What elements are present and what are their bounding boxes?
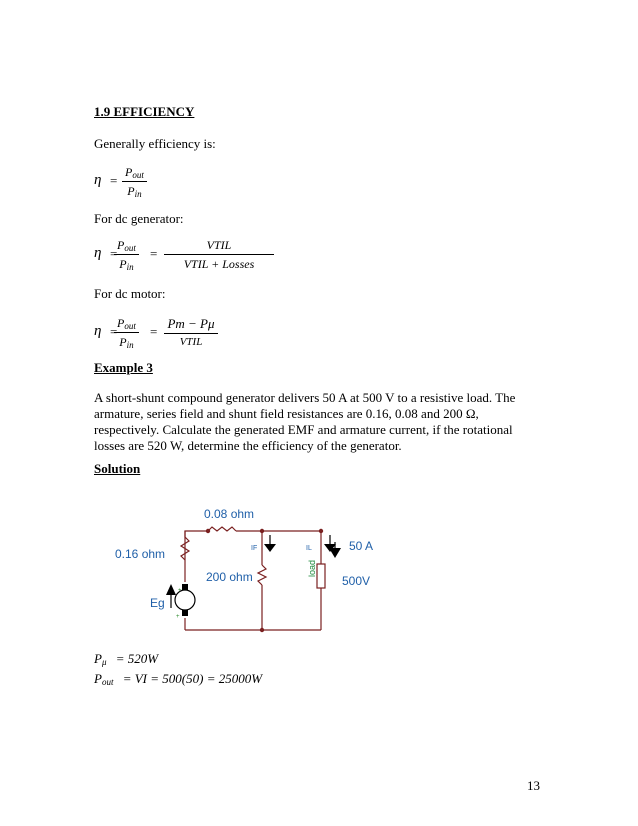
intro-generator: For dc generator: xyxy=(94,211,184,226)
numerator-p: P xyxy=(125,165,133,179)
eta-symbol: η xyxy=(94,172,102,188)
armature-resistance-label: 0.16 ohm xyxy=(115,547,166,561)
load-label: load xyxy=(307,559,317,577)
intro-motor: For dc motor: xyxy=(94,286,166,301)
equation-1 xyxy=(94,165,174,201)
load-current-label: 50 A xyxy=(349,539,374,553)
denominator-p: P xyxy=(119,257,127,271)
denominator-sub: in xyxy=(126,340,134,350)
equals-sign-2: = xyxy=(150,246,158,261)
equation-3 xyxy=(94,316,294,352)
equation-2 xyxy=(94,238,294,274)
generated-emf-label: Eg xyxy=(150,596,165,610)
load-voltage-label: 500V xyxy=(342,574,371,588)
eta-symbol: η xyxy=(94,245,102,261)
p-out-sub: out xyxy=(101,677,114,687)
equals-sign-2: = xyxy=(150,324,158,339)
svg-text:+: + xyxy=(176,614,180,620)
equals-sign: = xyxy=(110,324,118,339)
line-current-label: IL xyxy=(306,545,312,552)
circuit-wires xyxy=(181,527,325,630)
fraction xyxy=(122,165,147,199)
load-resistor xyxy=(317,564,325,588)
eta-symbol: η xyxy=(94,323,102,339)
numerator-sub: out xyxy=(124,243,136,253)
p-out-value: = VI = 500(50) = 25000W xyxy=(122,671,263,686)
fraction-pm xyxy=(164,316,218,348)
numerator-p: P xyxy=(117,316,125,330)
numerator-p: P xyxy=(117,238,125,252)
result-line-1 xyxy=(94,651,158,667)
fraction-p xyxy=(114,316,139,350)
series-resistor xyxy=(208,527,236,531)
section-heading: 1.9 EFFICIENCY xyxy=(94,104,195,119)
numerator-pm: Pm − Pμ xyxy=(164,316,218,334)
page-number: 13 xyxy=(527,778,540,793)
fraction-p xyxy=(114,238,139,272)
field-current-label: IF xyxy=(251,545,258,552)
shunt-resistance-label: 200 ohm xyxy=(206,570,253,584)
generator-symbol xyxy=(166,584,195,620)
numerator-sub: out xyxy=(132,170,144,180)
denominator-vtil: VTIL xyxy=(179,336,203,348)
solution-heading: Solution xyxy=(94,461,141,476)
intro-general: Generally efficiency is: xyxy=(94,136,216,151)
series-resistance-label: 0.08 ohm xyxy=(204,507,255,521)
p-mu-value: = 520W xyxy=(115,651,159,666)
denominator-sub: in xyxy=(126,262,134,272)
denominator-p: P xyxy=(119,335,127,349)
example-text: A short-shunt compound generator delivers 50 A at 500 V to a resistive load. The armature, series field and shunt field resistances are 0.16, 0.08 and 200 Ω, respectively. Calculate the generated EMF and armature current, if the rotational losses are 520 W, determine the efficiency of the generator. xyxy=(94,390,516,453)
fraction-v xyxy=(164,238,274,272)
circuit-diagram xyxy=(100,500,400,640)
svg-text:+: + xyxy=(178,588,182,594)
equals-sign: = xyxy=(110,173,118,188)
current-arrows xyxy=(264,535,341,558)
numerator-sub: out xyxy=(124,321,136,331)
denominator-p: P xyxy=(127,184,135,198)
result-line-2 xyxy=(94,671,262,687)
numerator-vtil: VTIL xyxy=(164,238,274,255)
equals-sign: = xyxy=(110,246,118,261)
example-heading: Example 3 xyxy=(94,360,153,375)
denominator-vtil-losses: VTIL + Losses xyxy=(183,257,255,271)
denominator-sub: in xyxy=(134,189,142,199)
p-mu: P xyxy=(94,651,102,666)
shunt-resistor xyxy=(258,565,266,585)
p-mu-sub: μ xyxy=(101,657,107,667)
p-out: P xyxy=(94,671,102,686)
